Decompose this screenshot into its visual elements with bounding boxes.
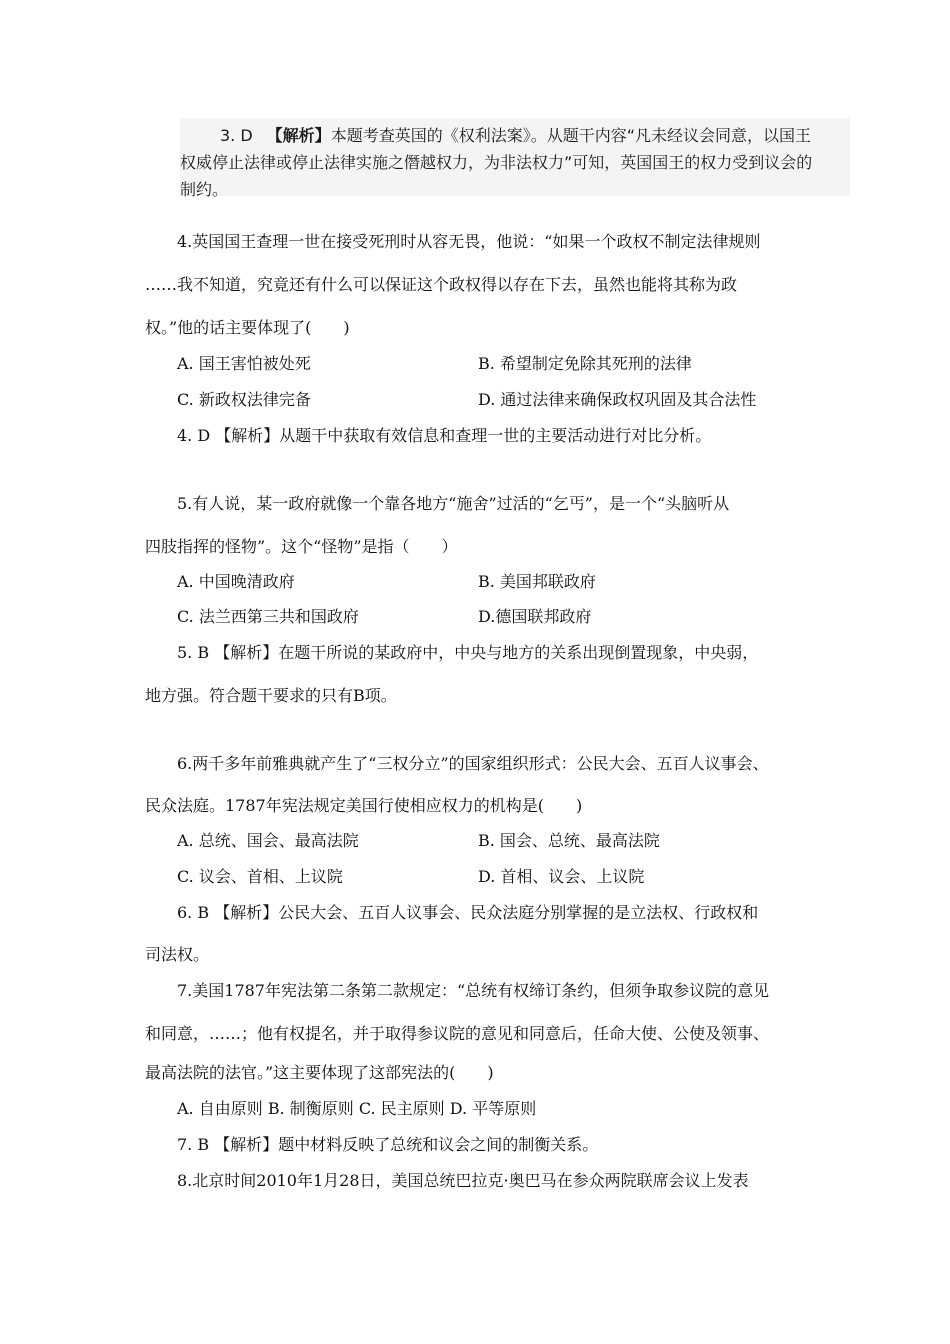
q7-line-3: 最高法院的法官。”这主要体现了这部宪法的( ) (145, 1063, 494, 1082)
q4-line-3: 权。”他的话主要体现了( ) (145, 318, 350, 337)
q7-line-1: 7.美国1787年宪法第二条第二款规定：“总统有权缔订条约，但须争取参议院的意见 (177, 981, 770, 1000)
q4-option-b: B. 希望制定免除其死刑的法律 (478, 354, 692, 373)
answer-3-text-1: 本题考查英国的《权利法案》。从题干内容“凡未经议会同意，以国王 (330, 126, 811, 145)
q6-line-2: 民众法庭。1787年宪法规定美国行使相应权力的机构是( ) (145, 796, 583, 815)
q4-line-1: 4.英国国王查理一世在接受死刑时从容无畏，他说：“如果一个政权不制定法律规则 (177, 232, 761, 251)
q6-answer-1: 6. B 【解析】公民大会、五百人议事会、民众法庭分别掌握的是立法权、行政权和 (177, 903, 759, 922)
q6-option-c: C. 议会、首相、上议院 (177, 867, 343, 886)
q6-option-d: D. 首相、议会、上议院 (478, 867, 645, 886)
q6-option-b: B. 国会、总统、最高法院 (478, 831, 660, 850)
answer-3-text-3: 制约。 (180, 180, 229, 199)
answer-3-tag: 【解析】 (266, 126, 331, 145)
q5-answer-2: 地方强。符合题干要求的只有B项。 (145, 686, 397, 705)
q6-line-1: 6.两千多年前雅典就产生了“三权分立”的国家组织形式：公民大会、五百人议事会、 (177, 754, 769, 773)
q4-option-a: A. 国王害怕被处死 (177, 354, 311, 373)
q5-answer-1: 5. B 【解析】在题干所说的某政府中，中央与地方的关系出现倒置现象，中央弱， (177, 643, 759, 662)
q4-option-d: D. 通过法律来确保政权巩固及其合法性 (478, 390, 757, 409)
q8-line-1: 8.北京时间2010年1月28日，美国总统巴拉克·奥巴马在参众两院联席会议上发表 (177, 1171, 749, 1190)
q4-answer: 4. D 【解析】从题干中获取有效信息和查理一世的主要活动进行对比分析。 (177, 426, 712, 445)
q4-line-2: ……我不知道，究竟还有什么可以保证这个政权得以存在下去，虽然也能将其称为政 (145, 275, 738, 294)
answer-3-text-2: 权威停止法律或停止法律实施之僭越权力，为非法权力”可知，英国国王的权力受到议会的 (180, 153, 813, 172)
q4-option-c: C. 新政权法律完备 (177, 390, 311, 409)
q7-answer: 7. B 【解析】题中材料反映了总统和议会之间的制衡关系。 (177, 1135, 599, 1154)
q5-line-1: 5.有人说，某一政府就像一个靠各地方“施舍”过活的“乞丐”，是一个“头脑听从 (177, 494, 730, 513)
q5-option-d: D.德国联邦政府 (478, 607, 592, 626)
q5-option-a: A. 中国晚清政府 (177, 572, 295, 591)
q7-options: A. 自由原则 B. 制衡原则 C. 民主原则 D. 平等原则 (177, 1099, 537, 1118)
q7-line-2: 和同意，……；他有权提名，并于取得参议院的意见和同意后，任命大使、公使及领事、 (145, 1024, 770, 1043)
q5-line-2: 四肢指挥的怪物”。这个“怪物”是指（ ） (145, 537, 458, 556)
q5-option-b: B. 美国邦联政府 (478, 572, 596, 591)
q5-option-c: C. 法兰西第三共和国政府 (177, 607, 359, 626)
answer-3-image-block (180, 118, 850, 199)
answer-3-number: 3. D (220, 126, 253, 145)
q6-option-a: A. 总统、国会、最高法院 (177, 831, 359, 850)
q6-answer-2: 司法权。 (145, 945, 210, 964)
